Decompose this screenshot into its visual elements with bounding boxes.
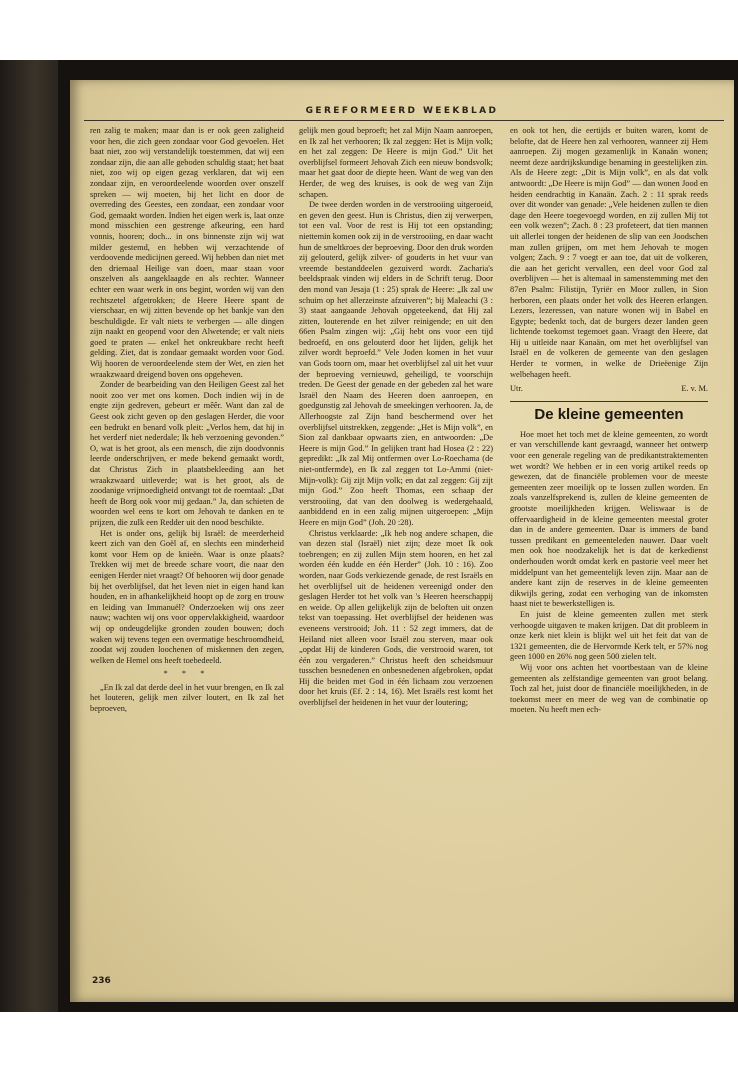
column-2 — [299, 126, 493, 709]
section-title: De kleine gemeenten — [534, 405, 684, 423]
paragraph: gelijk men goud beproeft; het zal Mijn Naam aanroepen, en Ik zal het verhooren; Ik zal zeggen: Het is Mijn volk; en het zal zeggen: De Heere is mijn God.” Uit het overblijfsel formeert Jehovah Zich een nieuw bondsvolk; maar het gaat door de diepte heen. Want de weg van den Herder, de weg des kruises, is ook de weg van Zijn schapen. — [299, 126, 493, 199]
column-1 — [90, 126, 284, 715]
header-rule — [84, 120, 724, 121]
signoff-author: E. v. M. — [681, 384, 708, 394]
paragraph: en ook tot hen, die eertijds er buiten waren, komt de belofte, dat de Heere hen zal verhooren, wanneer zij Hem aanroepen. Zij mogen gezamenlijk in Kanaän wonen; neemt deze aardrijkskundige benaming in geestelijken zin. Als de Heere zegt: „Dit is Mijn volk”, en als dat volk antwoordt: „De Heere is mijn God” — dan wonen Jood en heiden eendrachtig in Kanaän. Zach. 2 : 11 sprak reeds over dit wonder van genade: „Vele heidenen zullen te dien dage den Heere toegevoegd worden, en zij zullen Mij tot een volk wezen”; Zach. 8 : 23 profeteert, dat tien mannen uit allerlei tongen der heidenen de slip van een Joodschen man zullen grijpen, om met hem Jehovah te mogen volgen; Zach. 9 : 7 voegt er aan toe, dat uit de volkeren, die aan het gericht vervallen, een deel voor God zal overblijven — het is altemaal in samenstemming met den 87en Psalm: Filistijn, Tyriër en Moor zullen, in Sion herboren, een plaats onder het volk des Heeren erlangen. Lezers, lezeressen, van nature wonen wij in Babel en Egypte; bedenkt toch, dat de burgers dezer landen geen lichtende toekomst tegemoet gaan. Vraagt den Heere, dat Hij u uitleide naar Kanaän, om met het overblijfsel van Israël en de volkeren de gemeente van den geslagen Herder te vormen, in welke de Drieëenige Zijn welbehagen heeft. — [510, 126, 708, 379]
paragraph: En juist de kleine gemeenten zullen met sterk verhoogde uitgaven te maken krijgen. Dat dit probleem in onze kerk niet klein is blijkt wel uit het feit dat van de 1321 gemeenten, die de Hervormde Kerk telt, er 57% nog geen 1000 en 26% nog geen 500 zielen telt. — [510, 609, 708, 662]
page-number: 236 — [92, 976, 111, 986]
paragraph: Zonder de bearbeiding van den Heiligen Geest zal het nooit zoo ver met ons komen. Doch indien wij in de engte zijn gedreven, gebeurt er mêêr. Want dan zal de Geest ook zicht geven op den geslagen Herder, die voor een bedrukt en benard volk pleit: „Verlos hem, dat hij in het verderf niet nederdale; Ik heb verzoening gevonden.” O, wat is het groot, als een mensch, die zijn doodvonnis leerde onderschrijven, er mede bekend gemaakt wordt, dat Christus Zich in plaatsbekleeding aan het wraakzwaard uitleverde; wat is het groot, als de zoodanige vrijmoedigheid ontvangt tot de roemtaal: „Dat heeft de Borg ook voor mij gedaan.” Ja, dan schieten de woorden wel eens te kort om Jehovah te danken en te prijzen, die zulk een Redder uit den nood beschikte. — [90, 380, 284, 527]
magazine-page — [70, 80, 734, 1002]
article-signoff — [510, 384, 708, 395]
paragraph: Christus verklaarde: „Ik heb nog andere schapen, die van dezen stal (Israël) niet zijn; deze moet Ik ook toebrengen; en zij zullen Mijn stem hooren, en het zal worden één kudde en één Herder” (Joh. 10 : 16). Zoo worden, naar Gods verkiezende genade, de rest Israëls en het overblijfsel uit de heidenen vereenigd onder den geslagen Herder tot het volk van 's Heeren heerschappij en weide. Op allen gelijkelijk zijn de beloften uit onzen tekst van toepassing. Het overblijfsel der heidenen was eveneens verstrooid; Joh. 11 : 52 zegt immers, dat de Heiland niet alleen voor Israël zou sterven, maar ook „opdat Hij de kinderen Gods, die verstrooid waren, tot één zou vergaderen.” Christus heeft den scheidsmuur tusschen besnedenen en onbesnedenen afgebroken, opdat Hij die beiden met God in één lichaam zou verzoenen door het kruis (Ef. 2 : 14, 16). Met Israëls rest komt het overblijfsel der heidenen in het vuur der loutering; — [299, 528, 493, 708]
book-spine — [0, 60, 58, 1012]
paragraph: ren zalig te maken; maar dan is er ook geen zaligheid voor hen, die zich geen zondaar voor God gevoelen. Het baat niet, zoo wij verstandelijk toestemmen, dat wij een zondaar zijn, die aan alle geboden schuldig staat; het baat niet, zoo wij op eigen gezag verklaren, dat wij een zondaar zijn, en veroordeelende woorden over onszelf spreken — wij moeten, bij het licht en door de overreding des Geestes, een zondaar, een zondaar voor God, gemaakt worden. Indien het eigen werk is, laat onze mond misschien een gestrenge afkeuring, een hard vonnis, hooren; doch... in ons binnenste zijn wij wat milder gestemd, en hebben wij verzachtende of verdoovende medicijnen gereed. Wij hebben dan niet met den driemaal Heilige van doen, maar staan voor onszelven als aangeklaagde en als rechter. Wanneer echter een waar werk in ons begint, worden wij van den rechtszetel afgetrokken; de Heere Heere spant de vierschaar, en wij zitten bevende op het bankje van den beschuldigde. Er valt niets te verbergen — alle dingen zijn naakt en geopend voor den Alwetende; er valt niets goed te praten — enkel het onkreukbare recht heeft gelding. Ziet, dat is zondaar gemaakt worden voor God. Wij hooren de veroordeelende stem der Wet, en zien het wraakzwaard dreigend boven ons opgeheven. — [90, 126, 284, 379]
signoff-place: Utr. — [510, 384, 523, 394]
paragraph: „En Ik zal dat derde deel in het vuur brengen, en Ik zal het louteren, gelijk men zilver loutert, en Ik zal het beproeven, — [90, 682, 284, 714]
paragraph: Hoe moet het toch met de kleine gemeenten, zo wordt er van verschillende kant gevraagd, wanneer het ontwerp voor een generale regeling van de predikantstraktementen wet wordt? We hebben er in een vorig artikel reeds op gewezen, dat de financiële problemen voor de meeste gemeenten zeer moeilijk op te lossen zullen worden. En zoals vanzelfsprekend is, zullen de kleine gemeenten de grootste moeilijkheden krijgen. Weliswaar is de offervaardigheid in de kleine gemeenten meestal groter dan in de andere gemeenten. Daar is immers de band tussen predikant en gemeenteleden nauwer. Daar voelt men ook hoe noodzakelijk het is dat de kerkedienst onderhouden wordt omdat kerk en pastorie veel meer het middelpunt van het gemeentelijk leven zijn. Maar aan de andere kant zijn de reserves in de kleine gemeenten dikwijls gering, zodat een verhoging van de inkomsten haast niet te bewerkstelligen is. — [510, 429, 708, 609]
section-separator: * * * — [163, 669, 211, 679]
paragraph: De twee derden worden in de verstrooiing uitgeroeid, en geven den geest. Hun is Christus, dien zij verwerpen, tot een val. Voor de rest is Hij tot een opstanding; niettemin komen ook zij in de verstrooiing, en daar wacht hun de smeltkroes der beproeving. Door den druk worden zij gelouterd, gelijk zilver- of gouderts in het vuur van vreemde bestanddeelen gezuiverd wordt. Zacharia's beeldspraak vinden wij elders in de Schrift terug. Door den mond van Jesaja (1 : 25) sprak de Heere: „Ik zal uw schuim op het allerzeinste afzuiveren”; bij Maleachi (3 : 3) staat aangaande Jehovah opgeteekend, dat Hij zal zitten, louterende en het zilver reinigende; en uit den 66en Psalm zingen wij: „Gij hebt ons voor een tijd bedroefd, en ons gelouterd door het lijden, gelijk het zilver wordt beproefd.” Vele Joden komen in het vuur van Gods toorn om, maar het overblijfsel zal uit het vuur der beproeving vernieuwd, geheiligd, te voorschijn treden. De Geest der genade en der gebeden zal het ware Israël den Naam des Heeren doen aanroepen, en goedgunstig zal Jehovah de smeekingen verhooren. Ja, de Allerhoogste zal Zijn hand beschermend over het overblijfsel uitstrekken, zeggende: „Het is Mijn volk”, en Sion zal dankbaar opwaarts zien, en antwoorden: „De Heere is mijn God.” In gelijken trant had Hosea (2 : 22) gepredikt: „Ik zal Mij ontfermen over Lo-Roechama (de niet-ontfermde), en Ik zal zeggen tot Lo-Ammi (niet-Mijn-volk): Gij zijt Mijn volk; en dat zal zeggen: Gij zijt mijn God.” Zoo heeft Thomas, een schaap der verstrooiing, dat van den doolweg is wedergehaald, aanbiddend en in een zalig mijnen uitgeroepen: „Mijn Heere en mijn God” (Joh. 20 :28). — [299, 200, 493, 527]
running-title: GEREFORMEERD WEEKBLAD — [305, 106, 499, 116]
column-3 — [510, 126, 708, 716]
paragraph: Wij voor ons achten het voortbestaan van de kleine gemeenten als zelfstandige gemeenten van groot belang. Toch zal het, juist door de financiële moeilijkheden, in de toekomst meer en meer de weg van de combinatie op moeten. Nu heeft men ech- — [510, 662, 708, 715]
section-rule — [510, 401, 708, 402]
paragraph: Het is onder ons, gelijk bij Israël: de meerderheid keert zich van den Goël af, en slechts een minderheid komt voor Hem op de knieën. Waar is onze plaats? Trekken wij met de breede schare voort, die naar den eenigen Herder niet vraagt? Of behooren wij door genade bij het overblijfsel, dat het leven niet in eigen hand kan houden, en in afhankelijkheid hoopt op de zorg en trouw en leiding van Immanuël? Onderzoeken wij ons zeer nauw; wachten wij ons voor oppervlakkigheid, waardoor wij op ondeugdelijke gronden zouden bouwen; doch waken wij tevens tegen een overmatige beschroomdheid, zoodat wij zouden loochenen of miskennen den zegen, welken de Hemel ons heeft toebedeeld. — [90, 528, 284, 665]
